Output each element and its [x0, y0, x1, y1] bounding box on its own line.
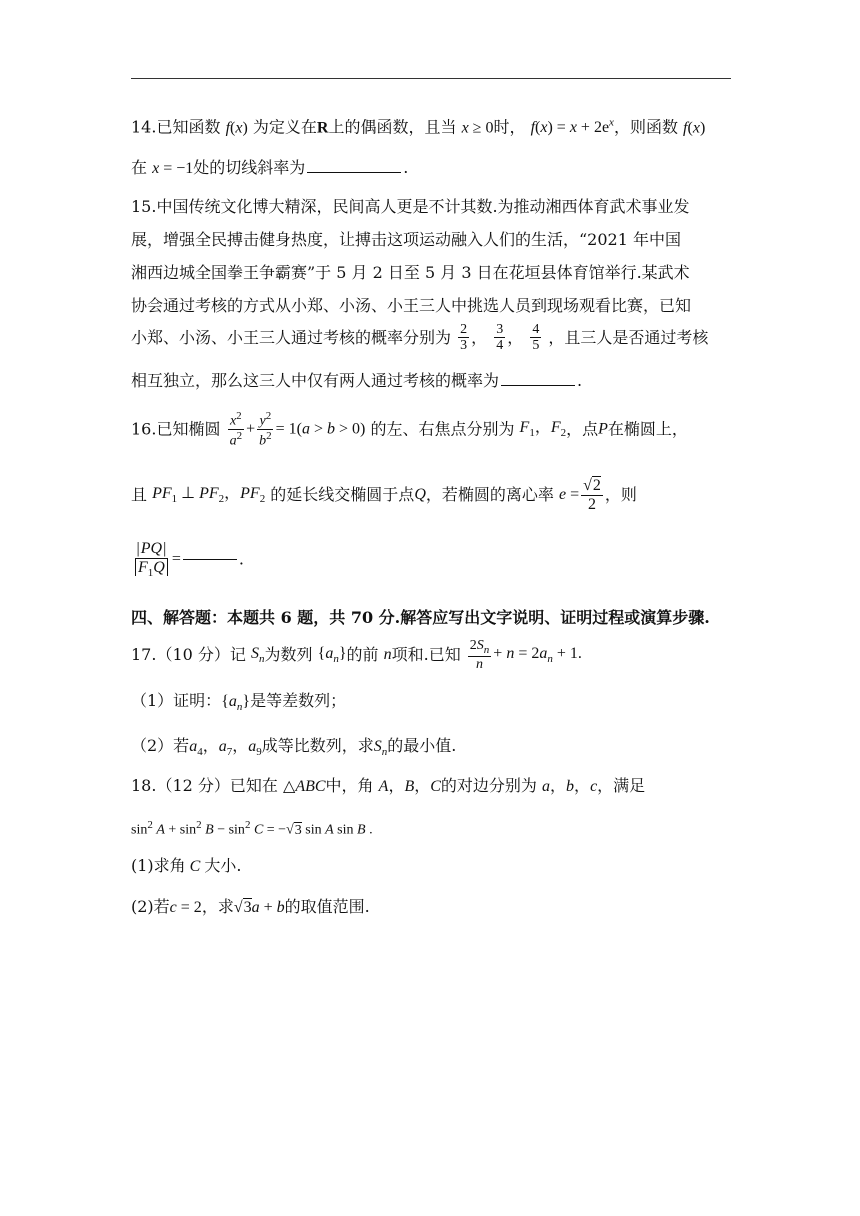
- fraction: $\frac{3}{4}$: [496, 322, 504, 354]
- fraction: $\frac{4}{5}$: [532, 322, 540, 354]
- q17-line1: 17.（10 分）记 $S_n$为数列 $\{a_n\}$的前 n项和.已知 $\frac{2S_n}{n}$ + $n = 2a_n + 1$.: [131, 638, 582, 672]
- answer-blank: [501, 384, 575, 386]
- q15-line5: 小郑、小汤、小王三人通过考核的概率分别为 $\frac{2}{3}$ ， $\frac{3}{4}$ ， $\frac{4}{5}$ ，且三人是否通过考核: [131, 322, 709, 354]
- q15-line2: 展，增强全民搏击健身热度，让搏击这项运动融入人们的生活，“2021 年中国: [131, 230, 681, 249]
- q14-line2: 在 x = −1处的切线斜率为 .: [131, 158, 409, 177]
- section-heading: 四、解答题：本题共 6 题，共 70 分.解答应写出文字说明、证明过程或演算步骤.: [131, 608, 710, 627]
- q18-part1: (1)求角 C 大小.: [131, 856, 242, 875]
- q18-equation: $\sin^2 A + \sin^2 B - \sin^2 C = -√3$ sin A sin B .: [131, 819, 373, 838]
- q16-line1: 16.已知椭圆 $\frac{x^2}{a^2}$ + $\frac{y^2}{b^2}$ = 1(a > b > 0) 的左、右焦点分别为 $F_1$，$F_2$，点P在椭圆上，: [131, 410, 688, 449]
- fraction: $\frac{2}{3}$: [460, 322, 468, 354]
- q15-line6: 相互独立，那么这三人中仅有两人通过考核的概率为 .: [131, 371, 583, 390]
- header-rule: [131, 78, 731, 79]
- q14-line1: 14.已知函数 f(x) 为定义在R上的偶函数，且当 x ≥ 0时， $f(x) = x + 2e^x$，则函数 f(x): [131, 117, 706, 137]
- answer-blank: [307, 171, 401, 173]
- q16-line3: $\frac{|PQ|}{F_1Q}$ = .: [136, 540, 244, 579]
- q15-line4: 协会通过考核的方式从小郑、小汤、小王三人中挑选人员到现场观看比赛，已知: [131, 296, 692, 315]
- q18-part2: (2)若c = 2，求√3a + b的取值范围.: [131, 897, 370, 916]
- q16-line2: 且 $PF_1$ ⊥ $PF_2$，$PF_2$ 的延长线交椭圆于点Q，若椭圆的离心率 e = $\frac{√2}{2}$ ，则: [131, 477, 637, 513]
- answer-blank: [183, 558, 237, 560]
- q18-line1: 18.（12 分）已知在 △ABC中，角 A，B，C的对边分别为 a，b，c，满足: [131, 776, 646, 795]
- q17-part2: （2）若$a_4$，$a_7$，$a_9$成等比数列，求$S_n$的最小值.: [131, 736, 457, 759]
- q17-part1: （1）证明：$\{a_n\}$是等差数列；: [131, 691, 347, 714]
- q15-line1: 15.中国传统文化博大精深，民间高人更是不计其数.为推动湘西体育武术事业发: [131, 197, 690, 216]
- q15-line3: 湘西边城全国拳王争霸赛”于 5 月 2 日至 5 月 3 日在花垣县体育馆举行.某武术: [131, 263, 690, 282]
